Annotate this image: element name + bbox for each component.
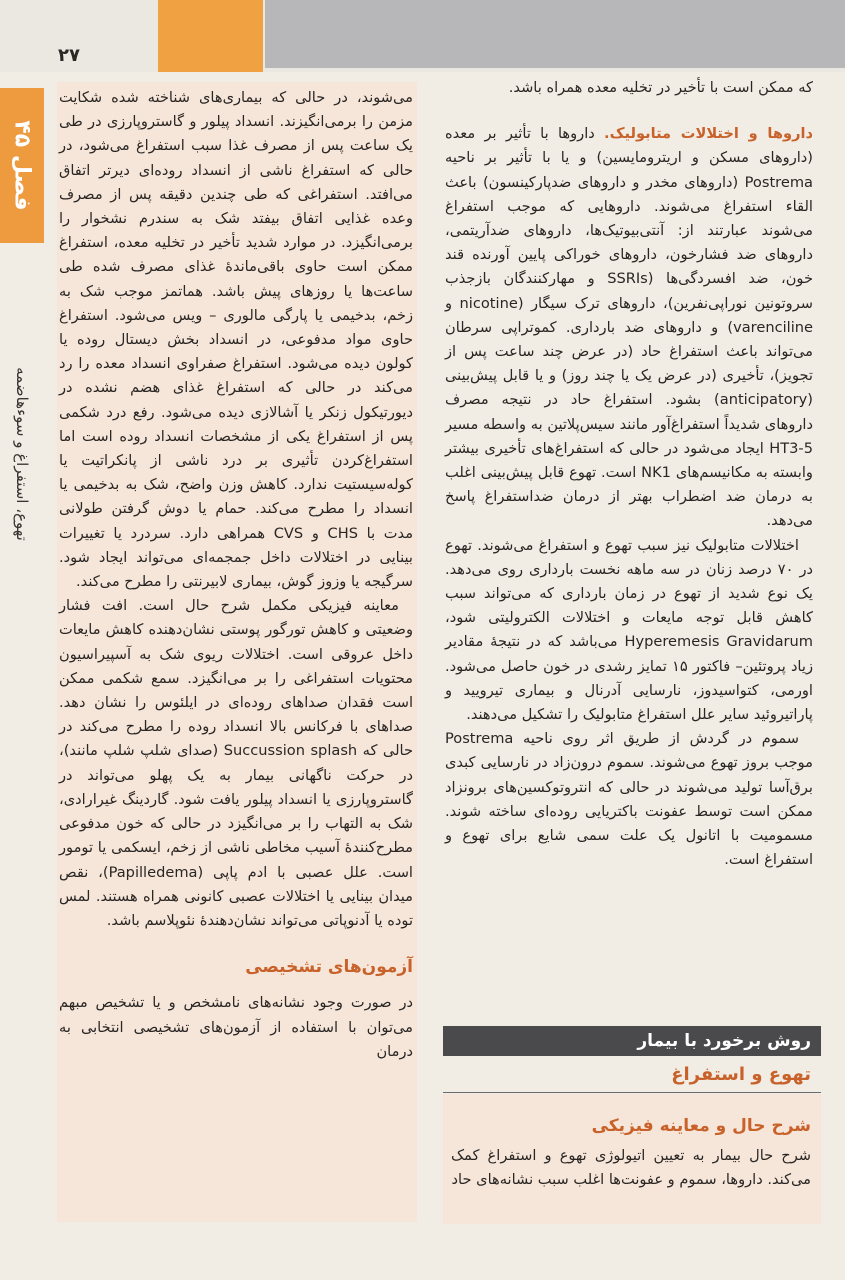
paragraph: که ممکن است با تأخیر در تخلیه معده همراه باشد. [508, 79, 813, 96]
approach-box-subtitle: تهوع و استفراغ [671, 1064, 811, 1085]
approach-box-heading: شرح حال و معاینه فیزیکی [591, 1116, 811, 1136]
approach-box-text: شرح حال بیمار به تعیین اتیولوژی تهوع و استفراغ کمک می‌کند. داروها، سموم و عفونت‌ها اغلب سبب نشانه‌های حاد [451, 1147, 811, 1188]
paragraph: سموم در گردش از طریق اثر روی ناحیه Postrema موجب بروز تهوع می‌شوند. سموم درون‌زاد در نارسایی کبدی برق‌آسا تولید می‌شوند در حالی که انتروتوکسین‌های برونزاد ممکن است توسط عفونت باکتریایی روده‌ای ساخته شوند. مسمومیت با اتانول یک علت سمی شایع برای تهوع و استفراغ است. [445, 730, 813, 869]
chapter-tab-label: فصل ۴۵ [9, 120, 35, 211]
paragraph-lead: داروها و اختلالات متابولیک. [604, 125, 813, 143]
paragraph: اختلالات متابولیک نیز سبب تهوع و استفراغ می‌شوند. تهوع در ۷۰ درصد زنان در سه ماهه نخست بارداری روی می‌دهد. یک نوع شدید از تهوع در زمان بارداری که می‌تواند سبب کاهش قابل توجه مایعات و اختلالات الکترولیتی شود، Hyperemesis Gravidarum می‌باشد که در نتیجهٔ مقادیر زیاد پروتئین– فاکتور ۱۵ تمایز رشدی در خون حاصل می‌شود. اورمی، کتواسیدوز، نارسایی آدرنال و بیماری تیرویید و پاراتیروئید سایر علل استفراغ متابولیک را تشکیل می‌دهند. [445, 536, 813, 724]
header-gray-band [265, 0, 845, 68]
approach-box-title: روش برخورد با بیمار [443, 1026, 821, 1056]
chapter-subtitle [2, 250, 42, 670]
chapter-subtitle-label: تهوع، استفراغ و سوءهاضمه [13, 367, 32, 541]
section-heading: آزمون‌های تشخیصی [245, 957, 413, 978]
paragraph: می‌شوند، در حالی که بیماری‌های شناخته شده شکایت مزمن را برمی‌انگیزند. انسداد پیلور و گاستروپارزی در طی یک ساعت پس از مصرف غذا سبب استفراغ می‌شود، در حالی که استفراغ ناشی از انسداد روده‌ای دیرتر اتفاق می‌افتد. استفراغی که طی چندین دقیقه پس از مصرف وعده غذایی اتفاق بیفتد شک به سندرم نشخوار را برمی‌انگیزد. در موارد شدید تأخیر در تخلیه معده، استفراغ ممکن است حاوی باقی‌ماندهٔ غذای مصرف شده طی ساعت‌ها یا روزهای پیش باشد. هماتمز موجب شک به زخم، بدخیمی یا پارگی مالوری – ویس می‌شود. استفراغ حاوی مواد مدفوعی، در انسداد بخش دیستال روده یا کولون دیده می‌شود. استفراغ صفراوی انسداد معده را رد می‌کند در حالی که استفراغ غذای هضم نشده در دیورتیکول زنکر یا آشالازی دیده می‌شود. رفع درد شکمی پس از استفراغ یکی از مشخصات انسداد روده است اما استفراغ‌کردن تأثیری بر درد ناشی از پانکراتیت یا کوله‌سیستیت ندارد. کاهش وزن واضح، شک به بدخیمی یا انسداد را مطرح می‌کند. حمام یا دوش گرفتن طولانی مدت با CHS و CVS همراهی دارد. سردرد یا تغییرات بینایی در اختلالات داخل جمجمه‌ای می‌تواند ایجاد شود. سرگیجه یا وزوز گوش، بیماری لابیرنتی را مطرح می‌کند. [59, 89, 414, 591]
paragraph: معاینه فیزیکی مکمل شرح حال است. افت فشار وضعیتی و کاهش تورگور پوستی نشان‌دهنده کاهش مایعات داخل عروقی است. اختلالات ریوی شک به آسپیراسیون محتویات استفراغی را بر می‌انگیزد. سمع شکمی ممکن است فقدان صداهای روده‌ای در ایلئوس را نشان دهد. صداهای با فرکانس بالا انسداد روده را مطرح می‌کند در حالی که Succussion splash (صدای شلپ شلپ مانند)، در حرکت ناگهانی بیمار به یک پهلو می‌تواند در گاستروپارزی یا انسداد پیلور یافت شود. گاردینگ غیرارادی، شک به التهاب را بر می‌انگیزد در حالی که خون مدفوعی مطرح‌کنندهٔ آسیب مخاطی ناشی از زخم، ایسکمی یا تومور است. علل عصبی با ادم پاپی (Papilledema)، نقص میدان بینایی یا اختلالات عصبی کانونی همراه هستند. لمس توده یا آدنوپاتی می‌تواند نشان‌دهندهٔ نئوپلاسم باشد. [59, 597, 413, 929]
chapter-tab [0, 88, 44, 243]
header-orange-block [158, 0, 263, 72]
left-column [57, 82, 417, 1222]
paragraph: در صورت وجود نشانه‌های نامشخص و یا تشخیص مبهم می‌توان با استفاده از آزمون‌های تشخیصی انتخابی به درمان [59, 994, 413, 1060]
paragraph [445, 122, 813, 533]
divider [443, 1092, 821, 1093]
page-number: ۲۷ [58, 45, 80, 66]
paragraph-text: داروها با تأثیر بر معده (داروهای مسکن و اریترومایسین) و یا با تأثیر بر ناحیه Postrema (داروهای مخدر و داروهای ضدپارکینسون) باعث القاء استفراغ می‌شوند. داروهایی که موجب استفراغ می‌شوند عبارتند از: آنتی‌بیوتیک‌ها، داروهای ضدآریتمی، داروهای ضد فشارخون، داروهای خوراکی پایین آورنده قند خون، ضد افسردگی‌ها (SSRIs و مهارکنندگان بازجذب سروتونین نوراپی‌نفرین)، داروهای ترک سیگار (nicotine و varenciline) و داروهای ضد بارداری. کموتراپی سرطان می‌تواند باعث استفراغ حاد (در عرض چند ساعت پس از تجویز)، تأخیری (در عرض یک یا چند روز) و یا قابل پیش‌بینی (anticipatory) بشود. استفراغ حاد در نتیجه مصرف داروهای شدیداً استفراغ‌آور مانند سیس‌پلاتین به واسطه مسیر 5-HT3 ایجاد می‌شود در حالی که استفراغ‌های تأخیری بیشتر وابسته به مکانیسم‌های NK1 است. تهوع قابل پیش‌بینی اغلب به درمان ضد اضطراب بهتر از درمان ضداستفراغ پاسخ می‌دهد. [445, 125, 814, 530]
approach-box-body [443, 1094, 821, 1224]
